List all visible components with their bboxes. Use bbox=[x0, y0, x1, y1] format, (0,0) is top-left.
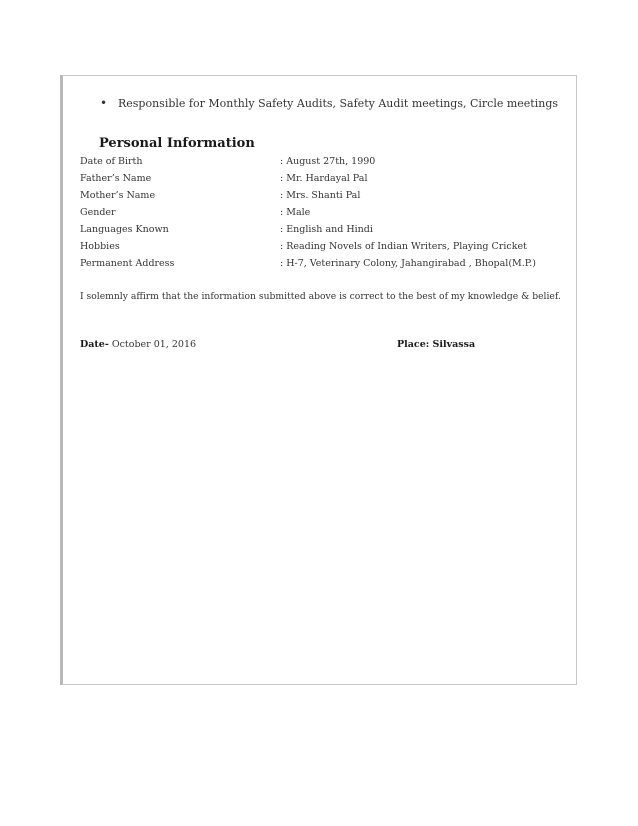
info-row-mothers-name bbox=[80, 190, 560, 207]
date-label: Date- bbox=[80, 339, 109, 350]
info-row-fathers-name bbox=[80, 173, 560, 190]
bullet-icon: • bbox=[100, 96, 108, 110]
date-value: October 01, 2016 bbox=[111, 339, 197, 350]
info-value: : H-7, Veterinary Colony, Jahangirabad , Bhopal(M.P.) bbox=[280, 258, 536, 269]
info-label: Gender bbox=[80, 207, 116, 218]
info-label: Hobbies bbox=[80, 241, 120, 252]
info-label: Mother’s Name bbox=[80, 190, 156, 201]
info-row-languages-known bbox=[80, 224, 560, 241]
info-value: : English and Hindi bbox=[280, 224, 373, 235]
info-value: : Mr. Hardayal Pal bbox=[280, 173, 368, 184]
date-block bbox=[80, 339, 196, 350]
responsibility-text: Responsible for Monthly Safety Audits, Safety Audit meetings, Circle meetings bbox=[118, 97, 559, 110]
info-value: : Male bbox=[280, 207, 311, 218]
personal-info-table bbox=[80, 156, 560, 275]
info-row-date-of-birth bbox=[80, 156, 560, 173]
place-label: Place: Silvassa bbox=[397, 339, 476, 350]
info-row-permanent-address bbox=[80, 258, 560, 275]
info-value: : Mrs. Shanti Pal bbox=[280, 190, 361, 201]
info-value: : August 27th, 1990 bbox=[280, 156, 376, 167]
info-row-hobbies bbox=[80, 241, 560, 258]
info-value: : Reading Novels of Indian Writers, Playing Cricket bbox=[280, 241, 527, 252]
info-label: Father’s Name bbox=[80, 173, 152, 184]
section-title-personal-information: Personal Information bbox=[99, 136, 255, 151]
info-label: Date of Birth bbox=[80, 156, 143, 167]
info-label: Languages Known bbox=[80, 224, 169, 235]
declaration-text: I solemnly affirm that the information submitted above is correct to the best of my knowledge & belief. bbox=[80, 291, 561, 302]
info-label: Permanent Address bbox=[80, 258, 175, 269]
info-row-gender bbox=[80, 207, 560, 224]
responsibility-bullet-item bbox=[100, 96, 558, 110]
